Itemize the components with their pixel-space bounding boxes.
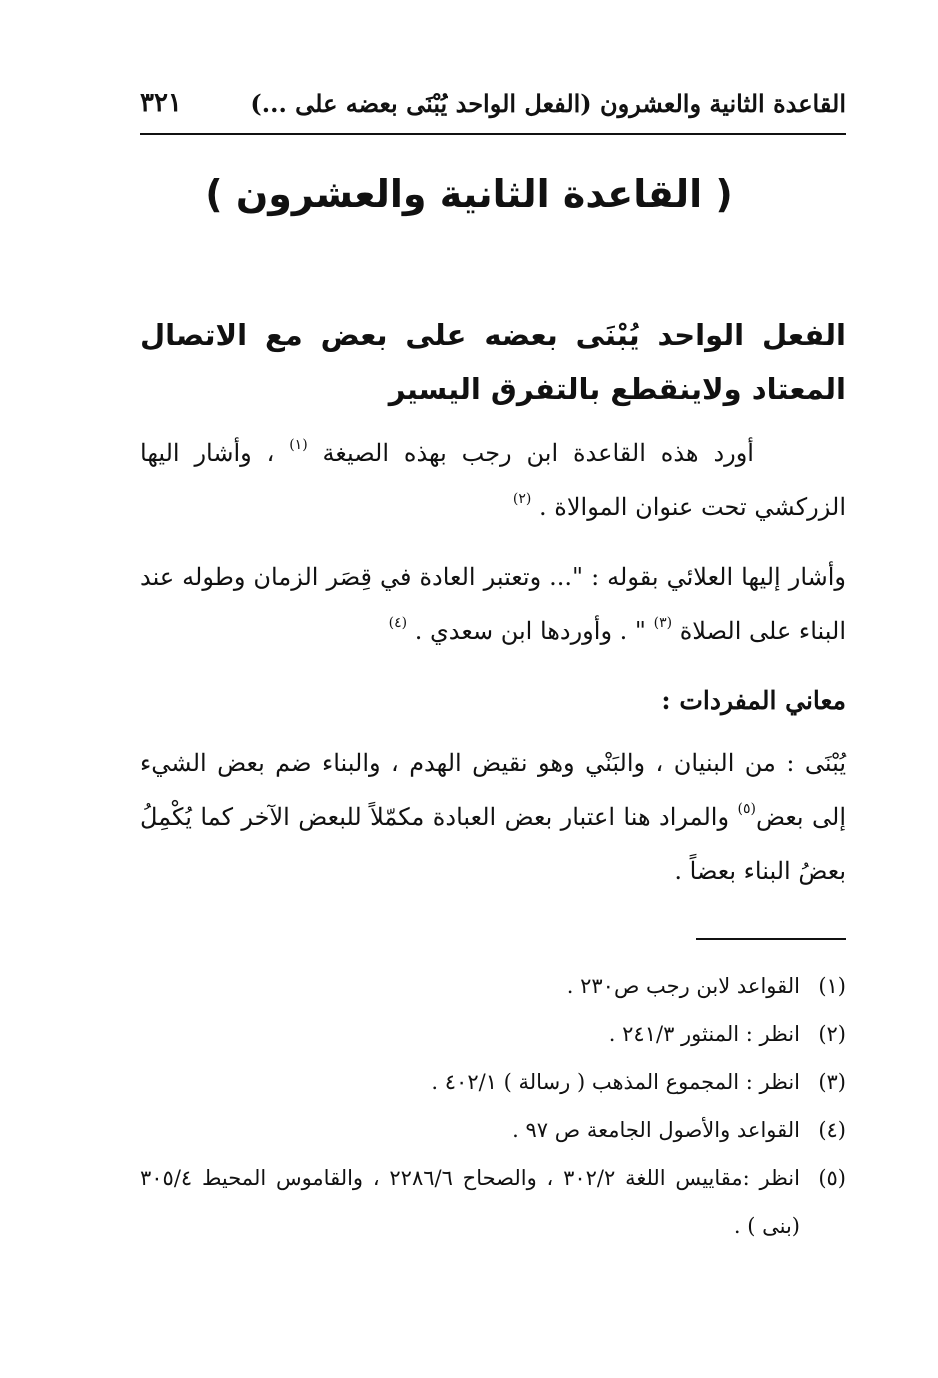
chapter-title: ( القاعدة الثانية والعشرون ) xyxy=(205,172,733,216)
header-rule xyxy=(140,133,846,135)
paragraph-text: " . وأوردها ابن سعدي . xyxy=(414,617,646,645)
paragraph-text: يُبْنَى : من البنيان ، والبَنْي وهو نقيض الهدم ، والبناء ضم بعض الشيء إلى بعض xyxy=(140,749,846,831)
footnote-item xyxy=(140,1010,846,1058)
footnote-number: (٢) xyxy=(818,1022,846,1046)
footnote-number: (٤) xyxy=(818,1118,846,1142)
running-title: القاعدة الثانية والعشرون (الفعل الواحد يُبْنَى بعضه على ...) xyxy=(250,88,846,118)
footnote-text: القواعد لابن رجب ص٢٣٠ . xyxy=(566,974,800,998)
paragraph-text: وأشار إليها العلائي بقوله : "... وتعتبر العادة في قِصَر الزمان وطوله عند البناء على الصلاة xyxy=(140,563,846,645)
footnote-item xyxy=(140,962,846,1010)
footnote-number: (٥) xyxy=(818,1166,846,1190)
paragraph-source-ibn-rajab xyxy=(140,426,846,534)
rule-statement: الفعل الواحد يُبْنَى بعضه على بعض مع الاتصال المعتاد ولاينقطع بالتفرق اليسير xyxy=(140,318,846,406)
footnote-item xyxy=(140,1106,846,1154)
footnote-ref-3[interactable]: (٣) xyxy=(653,615,673,631)
footnote-number: (١) xyxy=(818,974,846,998)
page-number: ٣٢١ xyxy=(140,88,182,118)
paragraph-text: ، وأشار اليها الزركشي تحت عنوان الموالاة . xyxy=(140,439,846,521)
footnote-separator xyxy=(696,938,846,940)
paragraph-alalai-quote xyxy=(140,550,846,658)
footnote-text: انظر : المجموع المذهب ( رسالة ) ٤٠٢/١ . xyxy=(431,1070,800,1094)
vocabulary-heading: معاني المفردات : xyxy=(661,686,846,715)
footnote-ref-5[interactable]: (٥) xyxy=(737,801,756,817)
paragraph-vocabulary xyxy=(140,736,846,898)
paragraph-text: أورد هذه القاعدة ابن رجب بهذه الصيغة xyxy=(322,439,754,467)
paragraph-text: والمراد هنا اعتبار بعض العبادة مكمّلاً للبعض الآخر كما يُكْمِلُ بعضُ البناء بعضاً . xyxy=(140,803,846,885)
footnote-number: (٣) xyxy=(818,1070,846,1094)
running-header xyxy=(140,78,846,128)
footnote-text: القواعد والأصول الجامعة ص ٩٧ . xyxy=(512,1118,800,1142)
footnote-ref-1[interactable]: (١) xyxy=(289,437,308,453)
footnote-text: انظر : المنثور ٢٤١/٣ . xyxy=(608,1022,800,1046)
footnote-ref-4[interactable]: (٤) xyxy=(388,615,408,631)
footnote-item xyxy=(140,1058,846,1106)
footnotes-list xyxy=(140,962,846,1250)
footnote-item xyxy=(140,1154,846,1250)
footnote-text: انظر :مقاييس اللغة ٣٠٢/٢ ، والصحاح ٢٢٨٦/٦ ، والقاموس المحيط ٣٠٥/٤ (بنى ) . xyxy=(140,1166,800,1238)
footnote-ref-2[interactable]: (٢) xyxy=(512,491,532,507)
